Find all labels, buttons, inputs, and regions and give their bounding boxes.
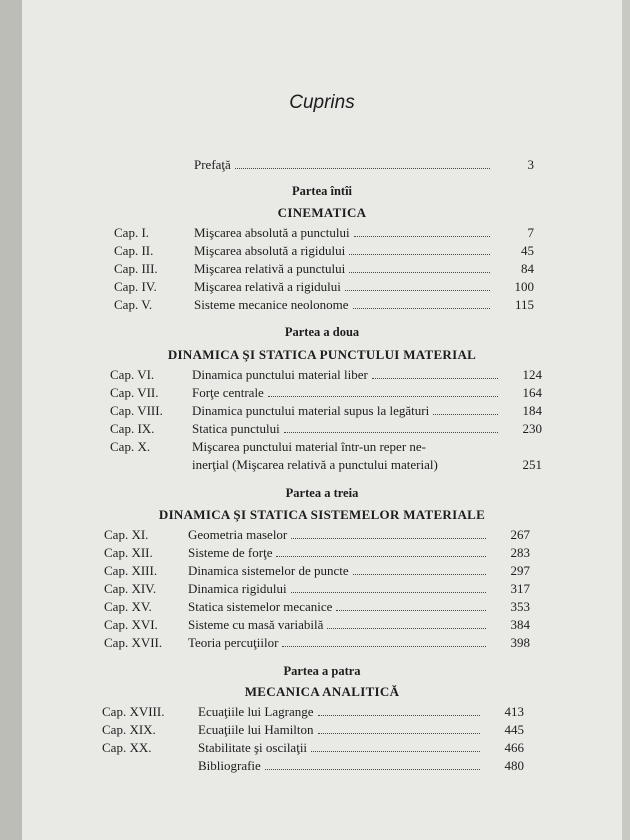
part-heading: CINEMATICA bbox=[277, 205, 367, 220]
toc-entry-title: Sisteme de forţe bbox=[188, 545, 273, 560]
chapter-number: Cap. XIV. bbox=[104, 581, 157, 596]
toc-entry-page: 164 bbox=[522, 385, 542, 400]
part-label: Partea întîi bbox=[291, 184, 353, 198]
toc-entry-page: 251 bbox=[522, 457, 542, 472]
toc-entry-page: 480 bbox=[504, 758, 524, 773]
part-heading: DINAMICA ŞI STATICA SISTEMELOR MATERIALE bbox=[158, 507, 486, 522]
toc-entry bbox=[114, 279, 544, 297]
toc-entry-title: Dinamica punctului material supus la legături bbox=[192, 403, 430, 418]
chapter-number: Cap. VI. bbox=[110, 367, 155, 382]
chapter-number: Cap. XVI. bbox=[104, 617, 158, 632]
page-title: Cuprins bbox=[289, 92, 355, 113]
chapter-number: Cap. VII. bbox=[110, 385, 159, 400]
part-label: Partea a patra bbox=[283, 664, 361, 678]
toc-entry-page: 184 bbox=[522, 403, 542, 418]
toc-entry-page: 466 bbox=[504, 740, 524, 755]
toc-entry-title: Sisteme cu masă variabilă bbox=[188, 617, 324, 632]
toc-entry bbox=[114, 225, 544, 243]
toc-entry bbox=[114, 297, 544, 315]
toc-entry-title: Mişcarea relativă a punctului bbox=[194, 261, 346, 276]
chapter-number: Cap. XVIII. bbox=[102, 704, 165, 719]
toc-entry bbox=[110, 403, 550, 421]
toc-entry-page: 45 bbox=[521, 243, 534, 258]
toc-entry bbox=[102, 740, 542, 758]
toc-entry-title: Mişcarea absolută a rigidului bbox=[194, 243, 346, 258]
toc-entry bbox=[110, 367, 550, 385]
toc-entry-title: Bibliografie bbox=[198, 758, 261, 773]
chapter-number: Cap. XV. bbox=[104, 599, 152, 614]
toc-entry-page: 230 bbox=[522, 421, 542, 436]
toc-entry-title: Dinamica rigidului bbox=[188, 581, 287, 596]
toc-entry-page: 3 bbox=[527, 157, 534, 172]
toc-entry bbox=[104, 617, 544, 635]
toc-entry-page: 124 bbox=[522, 367, 542, 382]
toc-entry-page: 297 bbox=[510, 563, 530, 578]
toc-entry bbox=[104, 599, 544, 617]
chapter-number: Cap. XI. bbox=[104, 527, 149, 542]
toc-entry-page: 317 bbox=[510, 581, 530, 596]
part-heading: MECANICA ANALITICĂ bbox=[244, 684, 400, 699]
book-spine-shadow bbox=[0, 0, 22, 840]
toc-entry bbox=[104, 545, 544, 563]
toc-entry-page: 398 bbox=[510, 635, 530, 650]
toc-entry-title: Statica sistemelor mecanice bbox=[188, 599, 333, 614]
toc-entry bbox=[104, 581, 544, 599]
toc-entry-title: Teoria percuţiilor bbox=[188, 635, 279, 650]
toc-entry-page: 7 bbox=[527, 225, 534, 240]
chapter-number: Cap. XIX. bbox=[102, 722, 156, 737]
toc-entry-page: 384 bbox=[510, 617, 530, 632]
toc-entry bbox=[102, 704, 542, 722]
toc-entry-continuation bbox=[110, 457, 550, 475]
chapter-number: Cap. I. bbox=[114, 225, 150, 240]
toc-entry bbox=[110, 421, 550, 439]
chapter-number: Cap. II. bbox=[114, 243, 154, 258]
toc-entry bbox=[102, 722, 542, 740]
toc-entry-title: Statica punctului bbox=[192, 421, 280, 436]
toc-entry-title: Mişcarea punctului material într-un reper ne- bbox=[192, 439, 426, 454]
chapter-number: Cap. IX. bbox=[110, 421, 155, 436]
toc-entry-page: 413 bbox=[504, 704, 524, 719]
toc-entry-title: Stabilitate şi oscilaţii bbox=[198, 740, 308, 755]
toc-entry-title: Geometria maselor bbox=[188, 527, 288, 542]
toc-entry bbox=[114, 243, 544, 261]
toc-entry bbox=[114, 261, 544, 279]
toc-entry-page: 100 bbox=[514, 279, 534, 294]
chapter-number: Cap. XVII. bbox=[104, 635, 163, 650]
chapter-number: Cap. VIII. bbox=[110, 403, 163, 418]
toc-entry-title: Mişcarea absolută a punctului bbox=[194, 225, 350, 240]
toc-entry bbox=[110, 439, 550, 457]
toc-entry bbox=[104, 635, 544, 653]
part-label: Partea a doua bbox=[284, 325, 360, 339]
toc-entry-page: 445 bbox=[504, 722, 524, 737]
toc-entry-page: 84 bbox=[521, 261, 534, 276]
chapter-number: Cap. IV. bbox=[114, 279, 157, 294]
toc-entry-title: Ecuaţiile lui Hamilton bbox=[198, 722, 314, 737]
toc-entry-page: 283 bbox=[510, 545, 530, 560]
chapter-number: Cap. III. bbox=[114, 261, 158, 276]
toc-entry-page: 353 bbox=[510, 599, 530, 614]
chapter-number: Cap. XX. bbox=[102, 740, 152, 755]
toc-entry-title: Dinamica sistemelor de puncte bbox=[188, 563, 349, 578]
toc-preface bbox=[194, 157, 534, 175]
chapter-number: Cap. XIII. bbox=[104, 563, 158, 578]
part-heading: DINAMICA ŞI STATICA PUNCTULUI MATERIAL bbox=[167, 347, 477, 362]
toc-entry-title: Dinamica punctului material liber bbox=[192, 367, 368, 382]
toc-entry bbox=[104, 563, 544, 581]
toc-entry bbox=[110, 385, 550, 403]
chapter-number: Cap. XII. bbox=[104, 545, 153, 560]
book-page bbox=[22, 0, 622, 840]
toc-entry-page: 115 bbox=[514, 297, 534, 312]
toc-entry-title: Prefaţă bbox=[194, 157, 231, 172]
chapter-number: Cap. V. bbox=[114, 297, 153, 312]
toc-entry-title: Mişcarea relativă a rigidului bbox=[194, 279, 341, 294]
toc-entry-title: Forţe centrale bbox=[192, 385, 264, 400]
toc-entry-page: 267 bbox=[510, 527, 530, 542]
part-label: Partea a treia bbox=[285, 486, 359, 500]
toc-entry-title: Ecuaţiile lui Lagrange bbox=[198, 704, 314, 719]
chapter-number: Cap. X. bbox=[110, 439, 151, 454]
toc-entry-title-continued: inerţial (Mişcarea relativă a punctului material) bbox=[192, 457, 438, 472]
toc-bibliography bbox=[102, 758, 542, 776]
toc-entry bbox=[104, 527, 544, 545]
toc-entry-title: Sisteme mecanice neolonome bbox=[194, 297, 349, 312]
